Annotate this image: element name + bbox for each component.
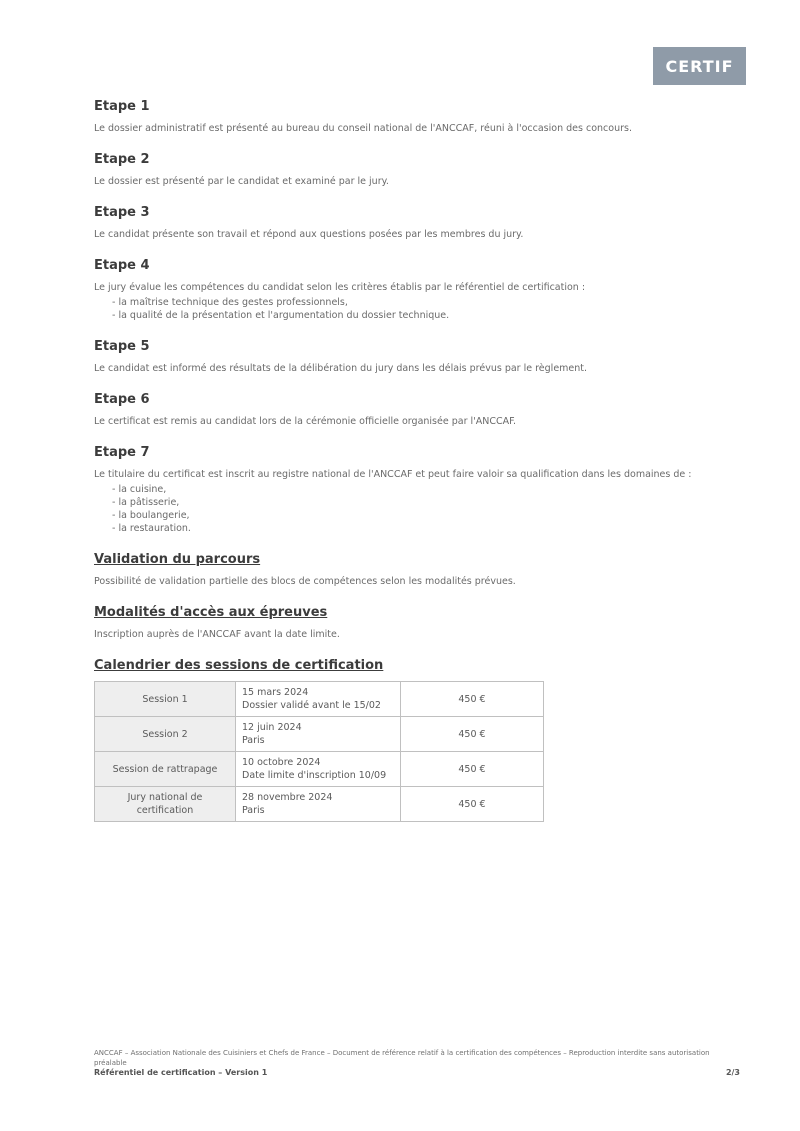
section-text: Le jury évalue les compétences du candidat selon les critères établis par le référentiel de certification :: [94, 282, 586, 293]
list-item: - la pâtisserie,: [112, 496, 744, 509]
row-price: 450 €: [401, 682, 544, 717]
row-price: 450 €: [401, 787, 544, 822]
table-row: [95, 717, 544, 752]
section-text: Le dossier est présenté par le candidat et examiné par le jury.: [94, 176, 389, 187]
table-row: [95, 787, 544, 822]
certif-badge: CERTIF: [653, 47, 746, 85]
section-heading: Etape 2: [94, 152, 150, 167]
bullet-list: [94, 483, 744, 535]
footer-row: [94, 1068, 740, 1078]
step-section: [94, 98, 744, 135]
step-section: [94, 257, 744, 322]
footer-legal-text: ANCCAF – Association Nationale des Cuisiniers et Chefs de France – Document de référence relatif à la certification des compétences – Reproduction interdite sans autorisation préalable: [94, 1049, 710, 1067]
section-text: Le titulaire du certificat est inscrit au registre national de l'ANCCAF et peut faire valoir sa qualification dans les domaines de :: [94, 469, 692, 480]
document-body: [94, 98, 744, 838]
row-price: 450 €: [401, 752, 544, 787]
list-item: - la cuisine,: [112, 483, 744, 496]
footer-doc-title: Référentiel de certification – Version 1: [94, 1068, 268, 1077]
table-row: [95, 682, 544, 717]
section-heading: Etape 6: [94, 392, 150, 407]
row-label: Session 2: [95, 717, 236, 752]
list-item: - la qualité de la présentation et l'argumentation du dossier technique.: [112, 309, 744, 322]
step-section: [94, 338, 744, 375]
section-heading: Calendrier des sessions de certification: [94, 658, 384, 673]
step-section: [94, 151, 744, 188]
row-info: 15 mars 2024 Dossier validé avant le 15/02: [236, 682, 401, 717]
validation-section: [94, 551, 744, 588]
step-section: [94, 204, 744, 241]
row-info: 28 novembre 2024 Paris: [236, 787, 401, 822]
row-label: Session de rattrapage: [95, 752, 236, 787]
list-item: - la maîtrise technique des gestes professionnels,: [112, 296, 744, 309]
row-info: 12 juin 2024 Paris: [236, 717, 401, 752]
section-heading: Etape 3: [94, 205, 150, 220]
section-text: Le candidat présente son travail et répond aux questions posées par les membres du jury.: [94, 229, 524, 240]
row-price: 450 €: [401, 717, 544, 752]
section-text: Le dossier administratif est présenté au bureau du conseil national de l'ANCCAF, réuni à l'occasion des concours.: [94, 123, 632, 134]
row-label: Jury national de certification: [95, 787, 236, 822]
section-heading: Etape 5: [94, 339, 150, 354]
section-heading: Etape 1: [94, 99, 150, 114]
calendar-section: [94, 657, 744, 822]
section-text: Possibilité de validation partielle des blocs de compétences selon les modalités prévues.: [94, 576, 516, 587]
sessions-table: [94, 681, 544, 822]
row-label: Session 1: [95, 682, 236, 717]
row-info: 10 octobre 2024 Date limite d'inscription 10/09: [236, 752, 401, 787]
section-text: Inscription auprès de l'ANCCAF avant la date limite.: [94, 629, 340, 640]
section-heading: Etape 7: [94, 445, 150, 460]
list-item: - la boulangerie,: [112, 509, 744, 522]
list-item: - la restauration.: [112, 522, 744, 535]
step-section: [94, 444, 744, 535]
page-footer: [94, 1048, 740, 1078]
section-heading: Etape 4: [94, 258, 150, 273]
section-text: Le candidat est informé des résultats de la délibération du jury dans les délais prévus par le règlement.: [94, 363, 588, 374]
modalites-section: [94, 604, 744, 641]
page-number: 2/3: [725, 1068, 740, 1077]
section-heading: Validation du parcours: [94, 552, 261, 567]
section-heading: Modalités d'accès aux épreuves: [94, 605, 328, 620]
step-section: [94, 391, 744, 428]
bullet-list: [94, 296, 744, 322]
table-row: [95, 752, 544, 787]
section-text: Le certificat est remis au candidat lors de la cérémonie officielle organisée par l'ANCCAF.: [94, 416, 517, 427]
